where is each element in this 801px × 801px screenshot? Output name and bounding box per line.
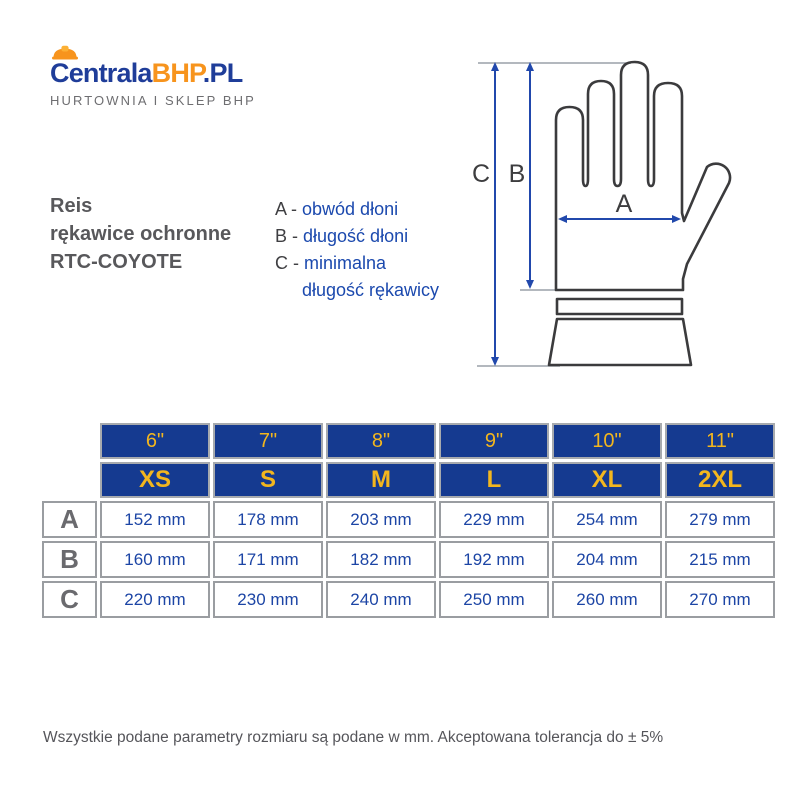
table-row-dimension-a <box>42 501 775 538</box>
legend-label-c: minimalna <box>304 253 387 273</box>
value-cell: 178 mm <box>213 501 323 538</box>
header-cell-size: XL <box>552 462 662 498</box>
dimension-legend <box>275 196 439 304</box>
glove-outline <box>549 62 730 365</box>
brand-part-pl: .PL <box>202 58 243 88</box>
value-cell: 171 mm <box>213 541 323 578</box>
legend-label-a: obwód dłoni <box>302 199 399 219</box>
brand-part-centrala: Centrala <box>50 58 152 88</box>
header-cell-size: L <box>439 462 549 498</box>
legend-label-c2: długość rękawicy <box>302 280 440 300</box>
product-title <box>50 192 231 276</box>
glove-dimension-diagram <box>455 40 775 385</box>
value-cell: 279 mm <box>665 501 775 538</box>
table-row-dimension-c <box>42 581 775 618</box>
dimension-lines <box>491 62 681 366</box>
value-cell: 240 mm <box>326 581 436 618</box>
glove-wristband-outline <box>557 299 682 314</box>
value-cell: 182 mm <box>326 541 436 578</box>
table-row-inches <box>42 423 775 459</box>
header-cell-inch: 10" <box>552 423 662 459</box>
value-cell: 220 mm <box>100 581 210 618</box>
row-label-c: C <box>42 581 97 618</box>
table-spacer <box>42 423 97 459</box>
header-cell-inch: 8" <box>326 423 436 459</box>
table-spacer <box>42 462 97 498</box>
dimension-label-a: A <box>615 190 633 218</box>
tick-lines <box>477 63 631 366</box>
size-table <box>39 420 778 621</box>
glove-cuff-outline <box>549 319 691 365</box>
row-label-a: A <box>42 501 97 538</box>
dimension-label-b: B <box>508 160 526 188</box>
table-row-dimension-b <box>42 541 775 578</box>
brand-tagline: HURTOWNIA I SKLEP BHP <box>50 93 256 108</box>
value-cell: 203 mm <box>326 501 436 538</box>
legend-key-c: C - <box>275 253 304 273</box>
brand-wordmark <box>50 58 256 89</box>
brand-part-bhp: BHP <box>151 58 203 88</box>
legend-item-c <box>275 250 439 277</box>
header-cell-inch: 6" <box>100 423 210 459</box>
value-cell: 260 mm <box>552 581 662 618</box>
legend-key-a: A - <box>275 199 303 219</box>
row-label-b: B <box>42 541 97 578</box>
header-cell-size: M <box>326 462 436 498</box>
value-cell: 152 mm <box>100 501 210 538</box>
dimension-label-c: C <box>471 160 491 188</box>
header-cell-size: 2XL <box>665 462 775 498</box>
tolerance-note: Wszystkie podane parametry rozmiaru są podane w mm. Akceptowana tolerancja do ± 5% <box>43 729 664 746</box>
product-brand: Reis <box>50 195 93 217</box>
legend-item-c-line2 <box>275 277 439 304</box>
header-cell-size: XS <box>100 462 210 498</box>
glove-hand-outline <box>556 62 730 290</box>
legend-key-b: B - <box>275 226 304 246</box>
value-cell: 229 mm <box>439 501 549 538</box>
legend-label-b: długość dłoni <box>303 226 409 246</box>
value-cell: 192 mm <box>439 541 549 578</box>
product-type: rękawice ochronne <box>50 223 232 245</box>
value-cell: 250 mm <box>439 581 549 618</box>
value-cell: 254 mm <box>552 501 662 538</box>
centralabhp-logo <box>50 45 256 108</box>
value-cell: 204 mm <box>552 541 662 578</box>
value-cell: 270 mm <box>665 581 775 618</box>
value-cell: 215 mm <box>665 541 775 578</box>
value-cell: 230 mm <box>213 581 323 618</box>
header-cell-inch: 9" <box>439 423 549 459</box>
table-row-sizes <box>42 462 775 498</box>
header-cell-inch: 11" <box>665 423 775 459</box>
dimension-labels <box>472 160 633 218</box>
header-cell-inch: 7" <box>213 423 323 459</box>
value-cell: 160 mm <box>100 541 210 578</box>
legend-item-b <box>275 223 439 250</box>
legend-item-a <box>275 196 439 223</box>
header-cell-size: S <box>213 462 323 498</box>
product-model: RTC-COYOTE <box>50 251 183 273</box>
